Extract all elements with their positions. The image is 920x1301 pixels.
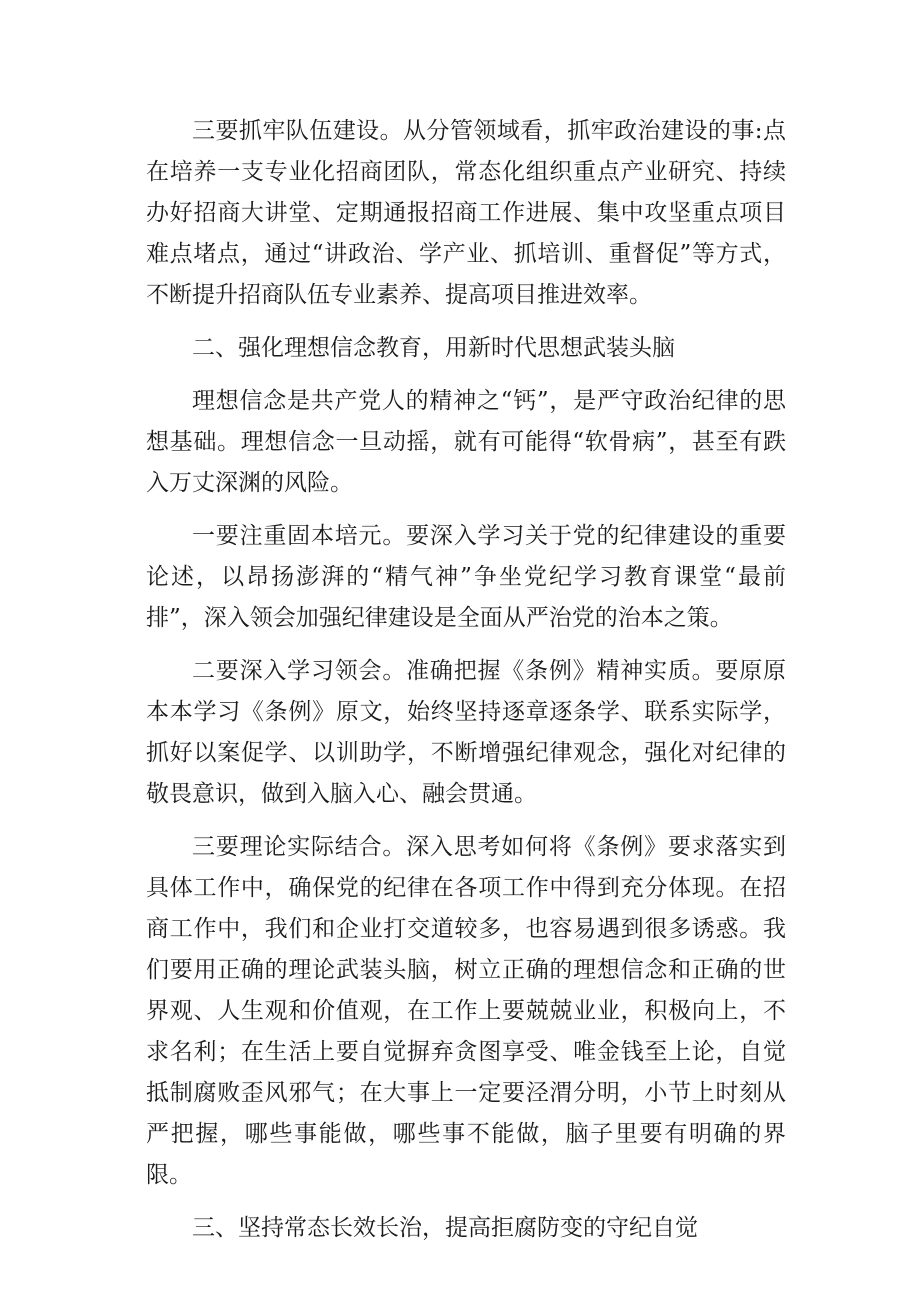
document-body xyxy=(146,111,786,1249)
paragraph-team-building: 三要抓牢队伍建设。从分管领域看，抓牢政治建设的事:点在培养一支专业化招商团队，常态化组织重点产业研究、持续办好招商大讲堂、定期通报招商工作进展、集中攻坚重点项目难点堵点，通过“讲政治、学产业、抓培训、重督促”等方式，不断提升招商队伍专业素养、提高项目推进效率。 xyxy=(146,118,786,308)
paragraph-theory-practice: 三要理论实际结合。深入思考如何将《条例》要求落实到具体工作中，确保党的纪律在各项工作中得到充分体现。在招商工作中，我们和企业打交道较多，也容易遇到很多诱惑。我们要用正确的理论武装头脑，树立正确的理想信念和正确的世界观、人生观和价值观，在工作上要兢兢业业，积极向上，不求名利；在生活上要自觉摒弃贪图享受、唯金钱至上论，自觉抵制腐败歪风邪气；在大事上一定要泾渭分明，小节上时刻从严把握，哪些事能做，哪些事不能做，脑子里要有明确的界限。 xyxy=(146,834,786,1188)
paragraph-study-regulations: 二要深入学习领会。准确把握《条例》精神实质。要原原本本学习《条例》原文，始终坚持逐章逐条学、联系实际学，抓好以案促学、以训助学，不断增强纪律观念，强化对纪律的敬畏意识，做到入脑入心、融会贯通。 xyxy=(146,658,786,807)
paragraph-consolidate-foundation: 一要注重固本培元。要深入学习关于党的纪律建设的重要论述，以昂扬澎湃的“精气神”争坐党纪学习教育课堂“最前排”，深入领会加强纪律建设是全面从严治党的治本之策。 xyxy=(146,523,786,631)
section-heading-long-term: 三、坚持常态长效长治，提高拒腐防变的守纪自觉 xyxy=(192,1215,698,1241)
section-heading-ideals: 二、强化理想信念教育，用新时代思想武装头脑 xyxy=(192,335,675,361)
paragraph-ideals-intro: 理想信念是共产党人的精神之“钙”，是严守政治纪律的思想基础。理想信念一旦动摇，就有可能得“软骨病”，甚至有跌入万丈深渊的风险。 xyxy=(146,388,786,496)
